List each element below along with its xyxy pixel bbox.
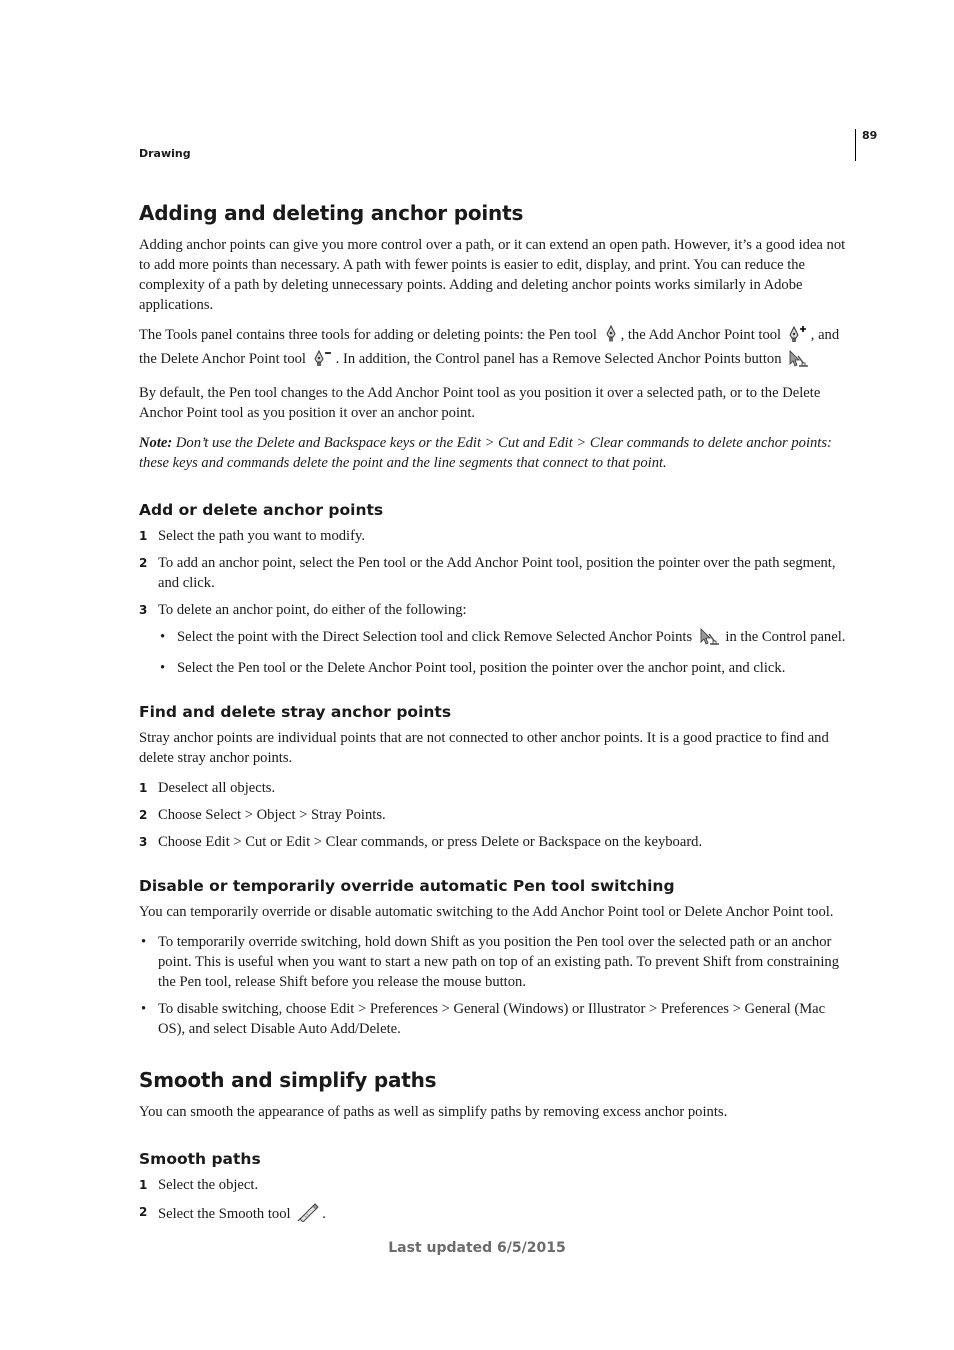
step-text: Deselect all objects.: [158, 780, 276, 796]
step-item: [139, 1175, 851, 1195]
stray-intro-paragraph: Stray anchor points are individual points that are not connected to other anchor points. It is a good practice to find and delete stray anchor points.: [139, 730, 829, 766]
note-text: Don’t use the Delete and Backspace keys or the Edit > Cut and Edit > Clear commands to delete anchor points: these keys and commands delete the point and the line segments that connect to that point.: [139, 435, 832, 471]
note-label: Note:: [139, 435, 173, 451]
step-number: 2: [139, 556, 148, 570]
subsection-title-pen-switching: Disable or temporarily override automatic Pen tool switching: [139, 877, 675, 895]
bullet-marker: •: [141, 1001, 147, 1017]
step-number: 1: [139, 1178, 148, 1192]
remove-selected-anchor-points-icon: [787, 349, 809, 373]
section-title-adding-deleting: Adding and deleting anchor points: [139, 201, 524, 225]
step-text: Choose Select > Object > Stray Points.: [158, 807, 386, 823]
step-item: [139, 805, 851, 825]
bullet-text-end: in the Control panel.: [721, 629, 846, 645]
step-number: 3: [139, 603, 148, 617]
subsection-title-add-delete: Add or delete anchor points: [139, 501, 384, 519]
step-text-end: .: [322, 1206, 326, 1222]
tools-text-4: . In addition, the Control panel has a Remove Selected Anchor Points button: [335, 351, 782, 367]
smooth-tool-icon: [296, 1202, 320, 1228]
step-number: 1: [139, 529, 148, 543]
step-text: Select the path you want to modify.: [158, 528, 365, 544]
smooth-intro-paragraph: You can smooth the appearance of paths as well as simplify paths by removing excess anchor points.: [139, 1104, 728, 1120]
bullet-text: To temporarily override switching, hold down Shift as you position the Pen tool over the selected path or an anchor point. This is useful when you want to start a new path on top of an existing path. To prevent Shift from constraining the Pen tool, release Shift before you release the mouse button.: [158, 934, 839, 990]
subsection-title-stray-points: Find and delete stray anchor points: [139, 703, 452, 721]
bullet-marker: •: [160, 629, 166, 645]
tools-text-3: , and the Delete Anchor Point tool: [139, 327, 840, 367]
bullet-item: [139, 999, 851, 1039]
step-item: [139, 1202, 851, 1228]
tools-text-2: , the Add Anchor Point tool: [620, 327, 782, 343]
remove-selected-anchor-points-icon: [698, 627, 720, 651]
page-number: 89: [862, 129, 878, 142]
delete-anchor-point-icon: [312, 349, 334, 373]
running-header-section: Drawing: [139, 147, 191, 160]
step-text: Choose Edit > Cut or Edit > Clear commands, or press Delete or Backspace on the keyboard.: [158, 834, 703, 850]
step-number: 1: [139, 781, 148, 795]
bullet-item: [158, 627, 851, 651]
step-text: To delete an anchor point, do either of the following:: [158, 602, 467, 618]
step-text: To add an anchor point, select the Pen tool or the Add Anchor Point tool, position the pointer over the path segment, and click.: [158, 555, 836, 591]
step-text: Select the Smooth tool: [158, 1206, 291, 1222]
pen-tool-icon: [603, 325, 619, 349]
step-number: 2: [139, 1205, 148, 1219]
bullet-marker: •: [160, 660, 166, 676]
step-item: [139, 778, 851, 798]
step-item: [139, 600, 851, 620]
default-behavior-paragraph: By default, the Pen tool changes to the Add Anchor Point tool as you position it over a selected path, or to the Delete Anchor Point tool as you position it over an anchor point.: [139, 385, 821, 421]
note-paragraph: [139, 433, 851, 473]
step-item: [139, 553, 851, 593]
bullet-marker: •: [141, 934, 147, 950]
tools-paragraph: [139, 325, 851, 373]
footer-last-updated: Last updated 6/5/2015: [388, 1240, 566, 1256]
page-content: [139, 199, 851, 1235]
tools-text-1: The Tools panel contains three tools for adding or deleting points: the Pen tool: [139, 327, 597, 343]
add-anchor-point-icon: [787, 325, 809, 349]
section-title-smooth-simplify: Smooth and simplify paths: [139, 1068, 437, 1092]
step-number: 3: [139, 835, 148, 849]
step-number: 2: [139, 808, 148, 822]
bullet-text: Select the Pen tool or the Delete Anchor Point tool, position the pointer over the anchor point, and click.: [177, 660, 786, 676]
bullet-item: [158, 658, 851, 678]
page-number-rule: [855, 129, 856, 161]
step-item: [139, 832, 851, 852]
bullet-text: Select the point with the Direct Selection tool and click Remove Selected Anchor Points: [177, 629, 693, 645]
bullet-item: [139, 932, 851, 992]
bullet-text: To disable switching, choose Edit > Preferences > General (Windows) or Illustrator > Preferences > General (Mac OS), and select Disable Auto Add/Delete.: [158, 1001, 826, 1037]
switching-intro-paragraph: You can temporarily override or disable automatic switching to the Add Anchor Point tool or Delete Anchor Point tool.: [139, 904, 834, 920]
step-text: Select the object.: [158, 1177, 259, 1193]
intro-paragraph: Adding anchor points can give you more control over a path, or it can extend an open path. However, it’s a good idea not to add more points than necessary. A path with fewer points is easier to edit, display, and print. You can reduce the complexity of a path by deleting unnecessary points. Adding and deleting anchor points works similarly in Adobe applications.: [139, 237, 846, 313]
subsection-title-smooth-paths: Smooth paths: [139, 1150, 261, 1168]
step-item: [139, 526, 851, 546]
